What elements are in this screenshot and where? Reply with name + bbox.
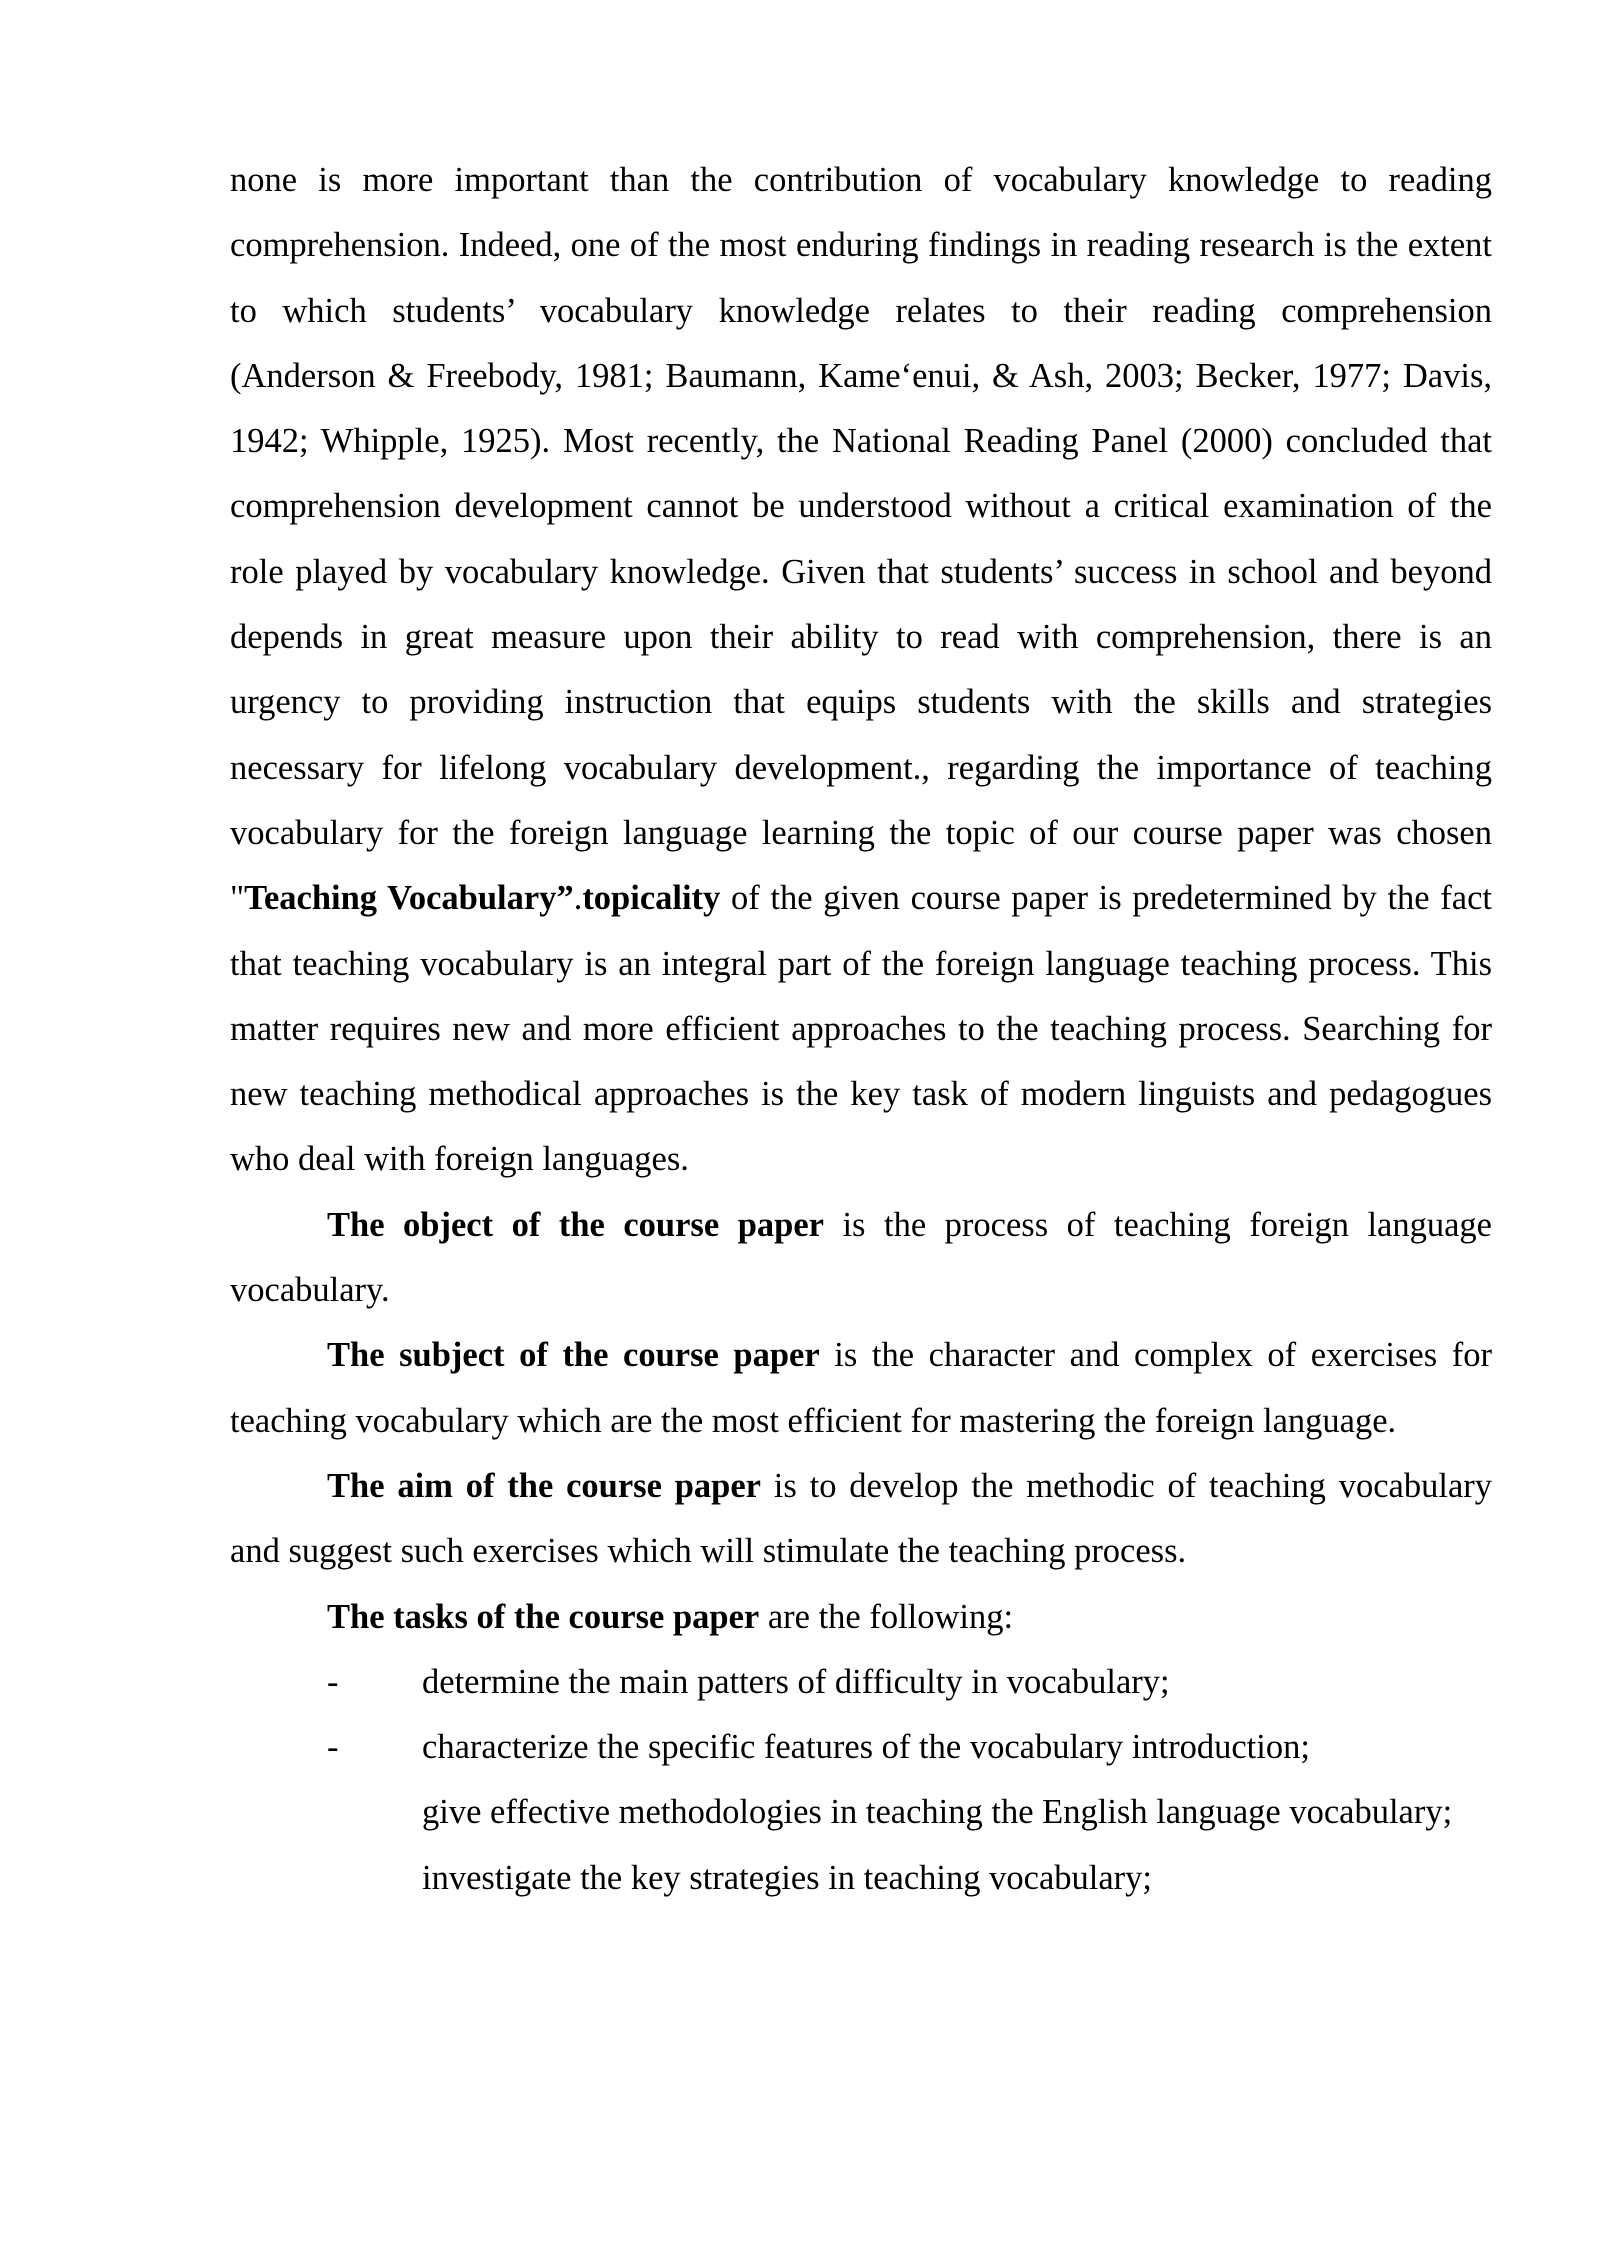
tasks-heading: The tasks of the course paper — [327, 1597, 760, 1636]
task-list-item — [230, 1715, 1492, 1780]
object-heading: The object of the course paper — [327, 1205, 824, 1244]
subject-paragraph — [230, 1323, 1492, 1454]
document-page — [230, 148, 1492, 1911]
course-title: Teaching Vocabulary” — [244, 879, 574, 918]
list-dash: - — [327, 1728, 339, 1767]
subject-text: is the character and complex of exercises for teaching vocabulary which are the most efficient for mastering the foreign language. — [230, 1336, 1492, 1440]
task-text: investigate the key strategies in teaching vocabulary; — [422, 1858, 1152, 1897]
intro-text-part1: none is more important than the contribution of vocabulary knowledge to reading comprehension. Indeed, one of the most enduring findings in reading research is the extent to which students’ vocabulary knowledge relates to their reading comprehension (Anderson & Freebody, 1981; Baumann, Kame‘enui, & Ash, 2003; Becker, 1977; Davis, 1942; Whipple, 1925). Most recently, the National Reading Panel (2000) concluded that comprehension development cannot be understood without a critical examination of the role played by vocabulary knowledge. Given that students’ success in school and beyond depends in great measure upon their ability to read with comprehension, there is an urgency to providing instruction that equips students with the skills and strategies necessary for lifelong vocabulary development., regarding the importance of teaching vocabulary for the foreign language learning the topic of our course paper was chosen " — [230, 161, 1492, 918]
task-list-item — [230, 1780, 1492, 1845]
tasks-paragraph — [230, 1585, 1492, 1650]
task-list-item — [230, 1846, 1492, 1911]
aim-text: is to develop the methodic of teaching vocabulary and suggest such exercises which will stimulate the teaching process. — [230, 1466, 1492, 1571]
list-dash: - — [327, 1662, 339, 1701]
intro-dot: . — [573, 879, 583, 918]
task-text: give effective methodologies in teaching the English language vocabulary; — [422, 1793, 1453, 1832]
topicality-term: topicality — [582, 879, 721, 918]
aim-paragraph — [230, 1454, 1492, 1585]
aim-heading: The aim of the course paper — [327, 1466, 761, 1505]
object-text: is the process of teaching foreign language vocabulary. — [230, 1205, 1492, 1310]
object-paragraph — [230, 1193, 1492, 1324]
tasks-text: are the following: — [759, 1597, 1014, 1636]
task-list-item — [230, 1650, 1492, 1715]
task-text: determine the main patters of difficulty in vocabulary; — [422, 1662, 1170, 1701]
subject-heading: The subject of the course paper — [327, 1336, 820, 1375]
intro-paragraph — [230, 148, 1492, 1193]
task-text: characterize the specific features of the vocabulary introduction; — [422, 1728, 1310, 1767]
intro-text-part2: of the given course paper is predetermined by the fact that teaching vocabulary is an integral part of the foreign language teaching process. This matter requires new and more efficient approaches to the teaching process. Searching for new teaching methodical approaches is the key task of modern linguists and pedagogues who deal with foreign languages. — [230, 879, 1492, 1179]
